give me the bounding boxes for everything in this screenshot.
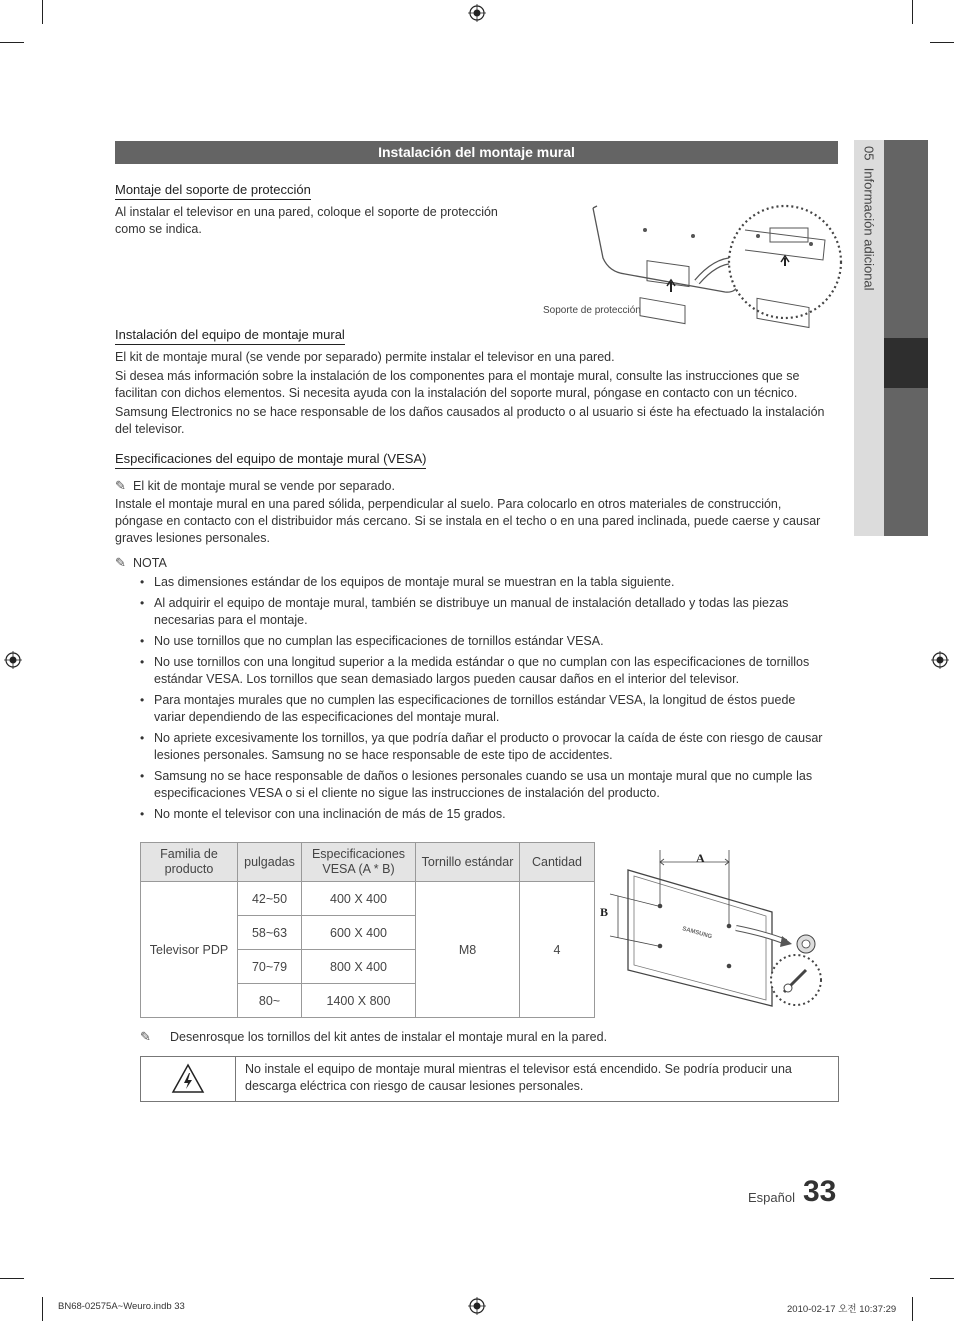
list-item: • No use tornillos con una longitud superior a la medida estándar o que no cumplan con las especificaciones de tornillos estándar VESA. Los tornillos que sean demasiado largos pueden causar daños en el interior del televisor. — [140, 654, 830, 688]
nota-label: NOTA — [133, 556, 167, 570]
inches-cell: 80~ — [238, 984, 302, 1018]
product-family-cell: Televisor PDP — [141, 882, 238, 1018]
list-item: • No apriete excesivamente los tornillos, ya que podría dañar el producto o provocar la caída de éste con riesgo de causar lesiones personales. Samsung no se hace responsable de este tipo de accidentes. — [140, 730, 830, 764]
vesa-cell: 600 X 400 — [302, 916, 416, 950]
crop-mark — [930, 1278, 954, 1279]
col-header: Cantidad — [520, 843, 595, 882]
page-number: 33 — [803, 1175, 837, 1208]
print-slug-right: 2010-02-17 오전 10:37:29 — [787, 1304, 897, 1315]
list-item: • No monte el televisor con una inclinación de más de 15 grados. — [140, 806, 830, 823]
wall-mount-paragraph-2: Si desea más información sobre la instalación de los componentes para el montaje mural, consulte las instrucciones que se facilitan con dichos elementos. Si necesita ayuda con la instalación del soporte mural, póngase en contacto con un técnico. — [115, 369, 800, 400]
list-item: • No use tornillos que no cumplan las especificaciones de tornillos estándar VESA. — [140, 633, 830, 650]
chapter-tab-active-marker — [884, 338, 928, 388]
note-sold-separately — [115, 477, 827, 495]
note-unscrew — [140, 1028, 852, 1046]
pencil-note-icon: ✎ — [115, 478, 126, 493]
chapter-label — [862, 146, 877, 291]
pencil-note-icon: ✎ — [115, 555, 126, 570]
crop-mark — [42, 1297, 43, 1321]
warning-icon-cell — [141, 1057, 236, 1101]
tv-vesa-diagram — [596, 846, 836, 1018]
vesa-cell: 400 X 400 — [302, 882, 416, 916]
registration-mark-icon — [931, 651, 949, 669]
electric-shock-warning-icon — [171, 1063, 205, 1095]
inches-cell: 58~63 — [238, 916, 302, 950]
note-unscrew-text: Desenrosque los tornillos del kit antes de instalar el montaje mural en la pared. — [170, 1030, 608, 1044]
col-header: Familia de producto — [141, 843, 238, 882]
vesa-spec-table — [140, 842, 595, 1018]
list-item: • Samsung no se hace responsable de daños o lesiones personales cuando se usa un montaje mural que no cumple las especificaciones VESA o si el cliente no sigue las instrucciones de instalación del producto. — [140, 768, 830, 802]
heading-vesa-specs: Especificaciones del equipo de montaje mural (VESA) — [115, 451, 426, 469]
pencil-note-icon: ✎ — [140, 1029, 151, 1044]
crop-mark — [0, 42, 24, 43]
dimension-label-b: B — [600, 905, 609, 919]
samsung-logo: SAMSUNG — [681, 926, 713, 941]
heading-wall-mount-install: Instalación del equipo de montaje mural — [115, 327, 345, 345]
vesa-cell: 1400 X 800 — [302, 984, 416, 1018]
vesa-cell: 800 X 400 — [302, 950, 416, 984]
table-header-row — [141, 843, 595, 882]
warning-text: No instale el equipo de montaje mural mientras el televisor está encendido. Se podría producir una descarga eléctrica con riesgo de causar lesiones personales. — [245, 1062, 792, 1093]
registration-mark-icon — [4, 651, 22, 669]
protection-bracket-text: Al instalar el televisor en una pared, coloque el soporte de protección como se indica. — [115, 205, 498, 236]
chapter-number: 05 — [861, 146, 877, 161]
warning-box — [140, 1056, 839, 1102]
registration-mark-icon — [468, 1297, 486, 1315]
inches-cell: 42~50 — [238, 882, 302, 916]
inches-cell: 70~79 — [238, 950, 302, 984]
table-row — [141, 882, 595, 916]
crop-mark — [0, 1278, 24, 1279]
note-sold-separately-text: El kit de montaje mural se vende por separado. — [133, 479, 395, 493]
quantity-cell: 4 — [520, 882, 595, 1018]
wall-mount-paragraph-1: El kit de montaje mural (se vende por separado) permite instalar el televisor en una pared. — [115, 350, 615, 364]
crop-mark — [912, 0, 913, 24]
registration-mark-icon — [468, 4, 486, 22]
screw-cell: M8 — [416, 882, 520, 1018]
col-header: Tornillo estándar — [416, 843, 520, 882]
crop-mark — [930, 42, 954, 43]
list-item: • Las dimensiones estándar de los equipos de montaje mural se muestran en la tabla siguiente. — [140, 574, 830, 591]
col-header: Especificaciones VESA (A * B) — [302, 843, 416, 882]
dimension-label-a: A — [696, 851, 705, 865]
crop-mark — [42, 0, 43, 24]
list-item: • Al adquirir el equipo de montaje mural, también se distribuye un manual de instalación detallado y todas las piezas necesarias para el montaje. — [140, 595, 830, 629]
nota-bullet-list — [140, 574, 830, 827]
list-item: • Para montajes murales que no cumplen las especificaciones de tornillos estándar VESA, la longitud de éstos puede variar dependiendo de las especificaciones del montaje mural. — [140, 692, 830, 726]
wall-mount-paragraph-3: Samsung Electronics no se hace responsable de los daños causados al producto o al usuario si éste ha efectuado la instalación del televisor. — [115, 405, 825, 436]
nota-heading — [115, 554, 827, 572]
figure-caption: Soporte de protección — [543, 305, 641, 316]
col-header: pulgadas — [238, 843, 302, 882]
chapter-title: Información adicional — [861, 167, 877, 291]
print-slug-left: BN68-02575A~Weuro.indb 33 — [58, 1301, 185, 1312]
vesa-paragraph: Instale el montaje mural en una pared sólida, perpendicular al suelo. Para colocarlo en otros materiales de construcción, póngase en contacto con el distribuidor más cercano. Si se instala en el techo o en una pared inclinada, puede caerse y causar graves lesiones personales. — [115, 497, 821, 545]
footer-language: Español — [748, 1190, 795, 1205]
section-title: Instalación del montaje mural — [115, 141, 838, 164]
heading-protection-bracket: Montaje del soporte de protección — [115, 182, 311, 200]
crop-mark — [912, 1297, 913, 1321]
